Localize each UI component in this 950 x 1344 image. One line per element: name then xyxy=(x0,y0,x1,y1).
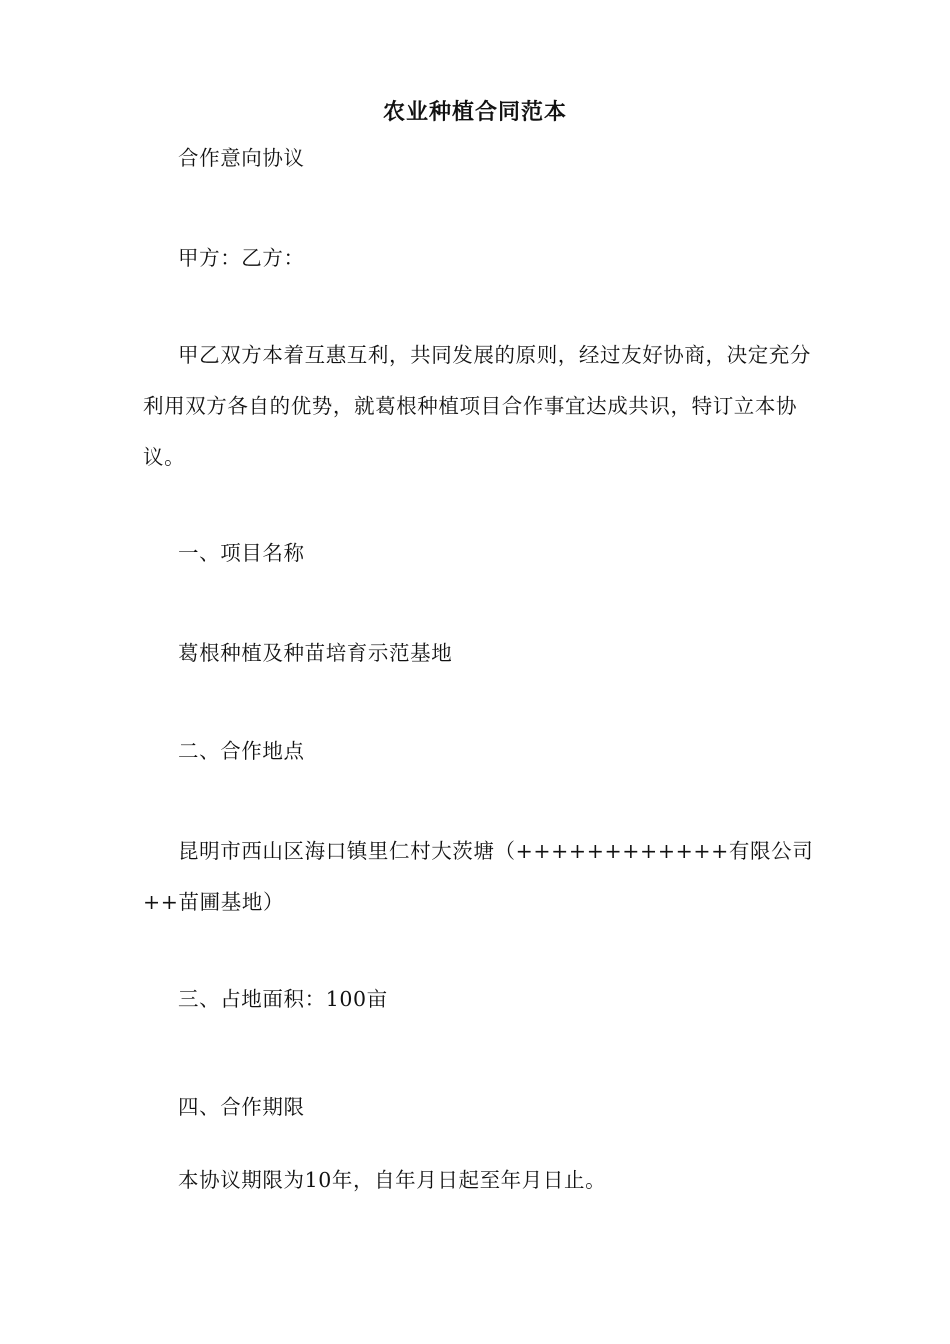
paragraph-intent-agreement: 合作意向协议 xyxy=(178,146,305,170)
paragraph-location: 昆明市西山区海口镇里仁村大茨塘（++++++++++++有限公司++苗圃基地） xyxy=(143,839,814,914)
document-title: 农业种植合同范本 xyxy=(382,99,567,125)
section-heading-area: 三、占地面积：100亩 xyxy=(178,987,388,1011)
section-heading-project-name: 一、项目名称 xyxy=(178,541,305,565)
paragraph-term: 本协议期限为10年，自年月日起至年月日止。 xyxy=(178,1168,607,1192)
paragraph-parties: 甲方：乙方： xyxy=(178,246,305,270)
paragraph-preamble: 甲乙双方本着互惠互利，共同发展的原则，经过友好协商，决定充分利用双方各自的优势，就葛根种植项目合作事宜达成共识，特订立本协议。 xyxy=(143,343,811,469)
paragraph-project-name: 葛根种植及种苗培育示范基地 xyxy=(178,641,453,665)
section-heading-term: 四、合作期限 xyxy=(178,1095,305,1119)
section-heading-location: 二、合作地点 xyxy=(178,739,305,763)
